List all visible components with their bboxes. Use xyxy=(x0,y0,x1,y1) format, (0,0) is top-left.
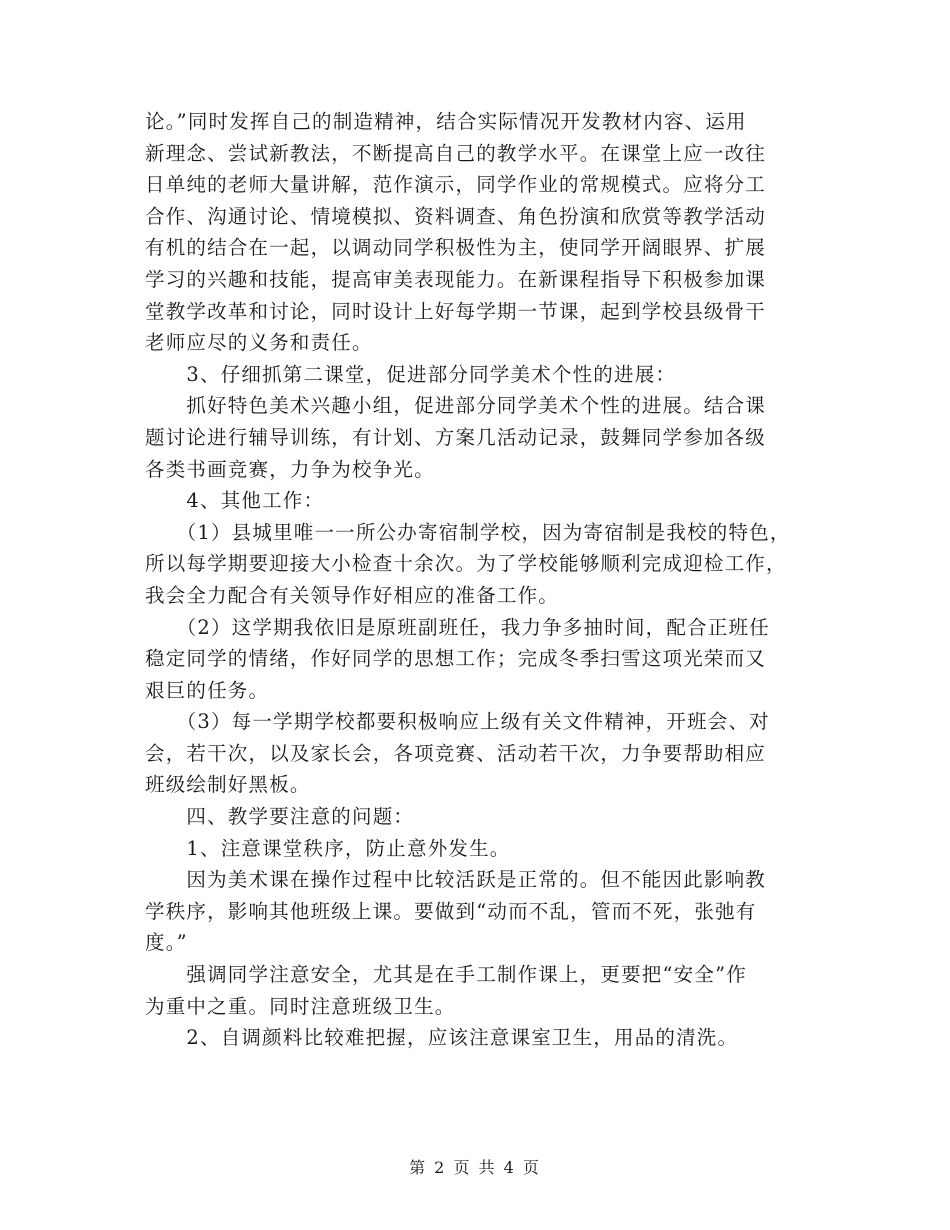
text-line: 日单纯的老师大量讲解，范作演示，同学作业的常规模式。应将分工 xyxy=(145,173,767,197)
text-line: （2）这学期我依旧是原班副班任，我力争多抽时间，配合正班任 xyxy=(145,615,770,639)
text-line: 有机的结合在一起，以调动同学积极性为主，使同学开阔眼界、扩展 xyxy=(145,236,767,260)
section-heading: 3、仔细抓第二课堂，促进部分同学美术个性的进展： xyxy=(145,362,677,386)
text-line: 各类书画竞赛，力争为校争光。 xyxy=(145,457,435,481)
text-line: 为重中之重。同时注意班级卫生。 xyxy=(145,994,456,1018)
text-line: （1）县城里唯一一所公办寄宿制学校，因为寄宿制是我校的特色， xyxy=(145,520,791,544)
document-body xyxy=(145,106,825,1054)
text-line: 合作、沟通讨论、情境模拟、资料调查、角色扮演和欣赏等教学活动 xyxy=(145,204,767,228)
text-line: 题讨论进行辅导训练，有计划、方案几活动记录，鼓舞同学参加各级 xyxy=(145,425,767,449)
section-heading: 1、注意课堂秩序，防止意外发生。 xyxy=(145,836,511,860)
text-line: 我会全力配合有关领导作好相应的准备工作。 xyxy=(145,583,560,607)
text-line: 论。”同时发挥自己的制造精神，结合实际情况开发教材内容、运用 xyxy=(145,110,747,133)
text-line: 新理念、尝试新教法，不断提高自己的教学水平。在课堂上应一改往 xyxy=(145,141,767,165)
text-line: 老师应尽的义务和责任。 xyxy=(145,331,373,355)
text-line: 学习的兴趣和技能，提高审美表现能力。在新课程指导下积极参加课 xyxy=(145,267,767,291)
section-heading: 2、自调颜料比较难把握，应该注意课室卫生，用品的清洗。 xyxy=(145,1026,739,1050)
section-heading: 4、其他工作： xyxy=(145,489,325,513)
page-number-footer: 第 2 页 共 4 页 xyxy=(409,1158,541,1177)
text-line: 班级绘制好黑板。 xyxy=(145,773,311,797)
text-line: 堂教学改革和讨论，同时设计上好每学期一节课，起到学校县级骨干 xyxy=(145,299,767,323)
text-line: 稳定同学的情绪，作好同学的思想工作；完成冬季扫雪这项光荣而又 xyxy=(145,647,767,671)
text-line: 会，若干次，以及家长会，各项竞赛、活动若干次，力争要帮助相应 xyxy=(145,741,767,765)
text-line: （3）每一学期学校都要积极响应上级有关文件精神，开班会、对 xyxy=(145,710,770,734)
text-line: 学秩序，影响其他班级上课。要做到“动而不乱，管而不死，张弛有 xyxy=(145,899,757,923)
text-line: 艰巨的任务。 xyxy=(145,678,270,702)
section-heading: 四、教学要注意的问题： xyxy=(145,805,415,829)
text-line: 强调同学注意安全，尤其是在手工制作课上，更要把“安全”作 xyxy=(145,963,747,987)
text-line: 度。” xyxy=(145,931,188,955)
text-line: 所以每学期要迎接大小检查十余次。为了学校能够顺利完成迎检工作， xyxy=(145,552,787,576)
text-line: 因为美术课在操作过程中比较活跃是正常的。但不能因此影响教 xyxy=(145,868,767,892)
text-line: 抓好特色美术兴趣小组，促进部分同学美术个性的进展。结合课 xyxy=(145,394,767,418)
